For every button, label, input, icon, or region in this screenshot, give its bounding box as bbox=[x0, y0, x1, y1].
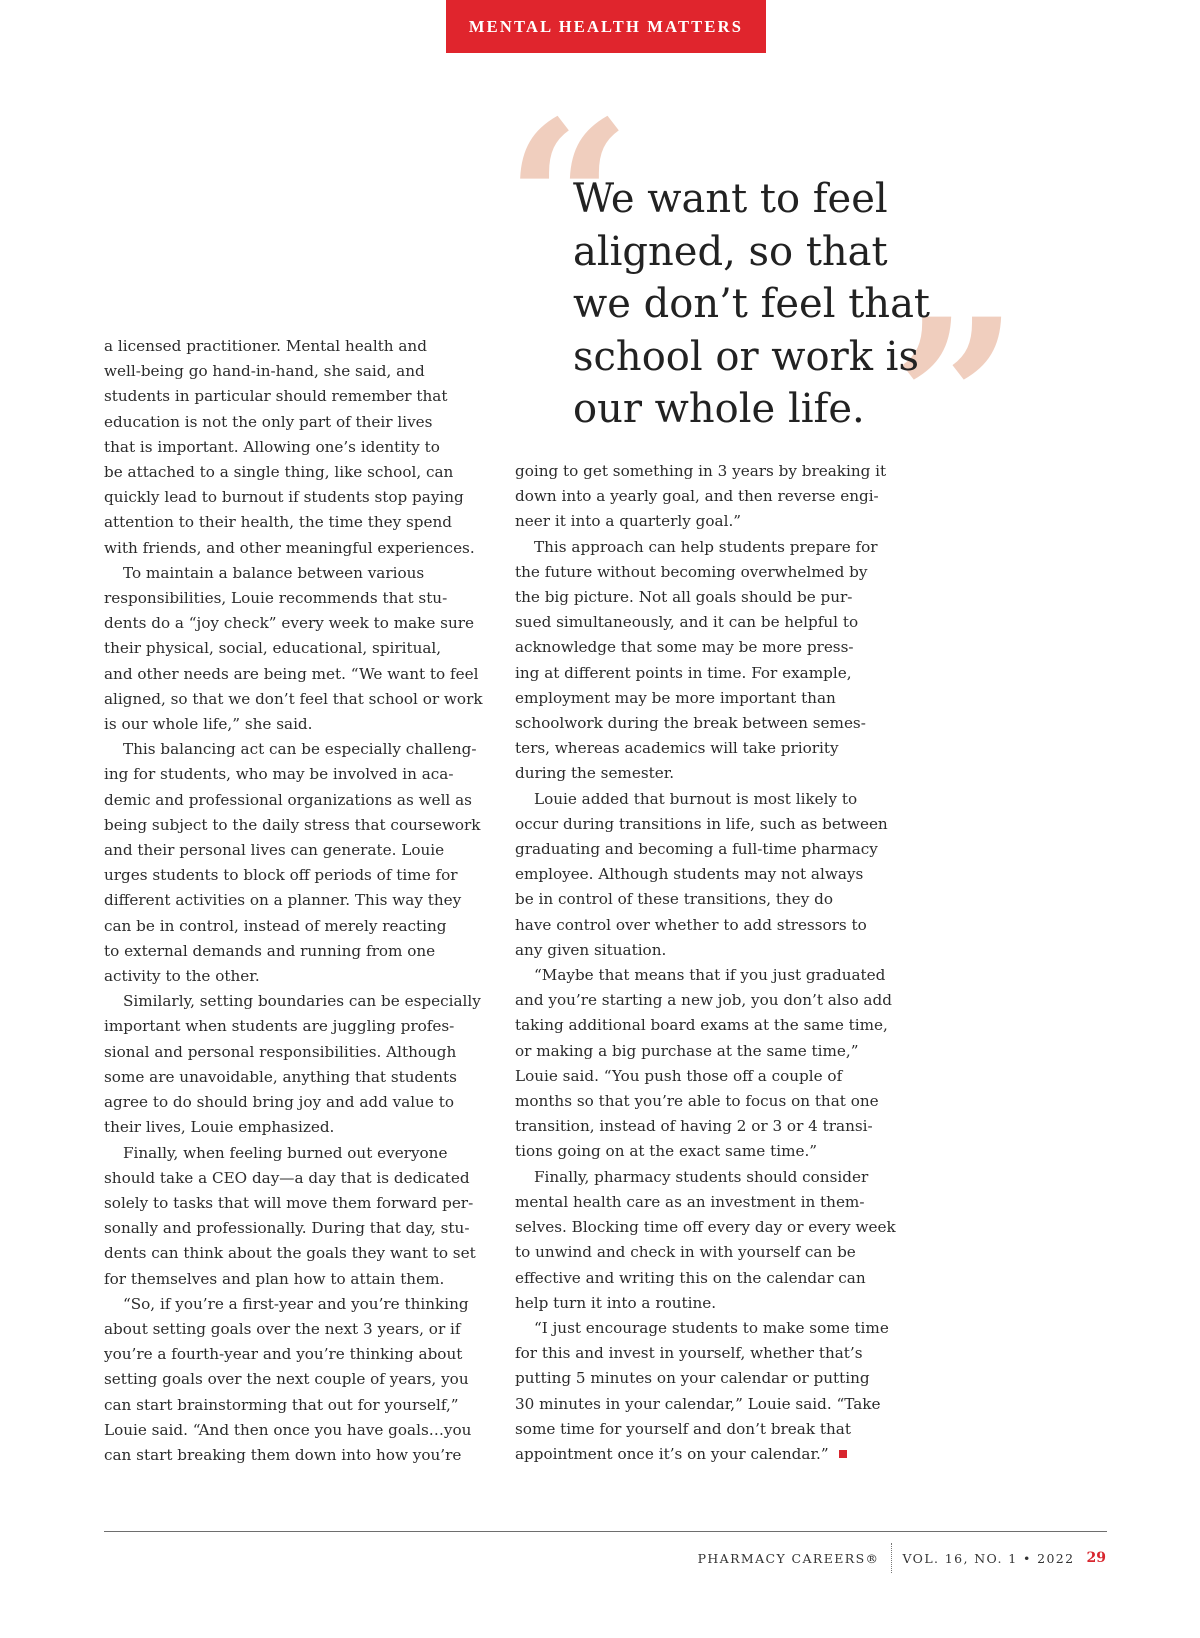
article-line bbox=[515, 1114, 900, 1139]
article-line bbox=[104, 687, 489, 712]
article-line-text: effective and writing this on the calendar can bbox=[515, 1268, 866, 1287]
article-line bbox=[104, 460, 489, 485]
article-line bbox=[104, 662, 489, 687]
article-line-text: Louie said. “And then once you have goals…you bbox=[104, 1420, 472, 1439]
article-line bbox=[104, 863, 489, 888]
article-line bbox=[515, 560, 900, 585]
article-line-text: urges students to block off periods of time for bbox=[104, 866, 458, 885]
article-line-text: with friends, and other meaningful experiences. bbox=[104, 538, 475, 557]
article-line-text: solely to tasks that will move them forward per- bbox=[104, 1193, 474, 1212]
article-line-text: be attached to a single thing, like school, can bbox=[104, 463, 454, 482]
article-line-text: ing at different points in time. For example, bbox=[515, 663, 852, 682]
article-line-text: some time for yourself and don’t break that bbox=[515, 1419, 851, 1438]
article-line bbox=[104, 888, 489, 913]
article-line-text: taking additional board exams at the same time, bbox=[515, 1016, 888, 1035]
article-line-text: Louie said. “You push those off a couple of bbox=[515, 1066, 843, 1085]
article-line-text: selves. Blocking time off every day or every week bbox=[515, 1218, 896, 1237]
article-line bbox=[515, 635, 900, 660]
article-line bbox=[104, 1216, 489, 1241]
article-line-text: putting 5 minutes on your calendar or putting bbox=[515, 1369, 870, 1388]
article-line bbox=[104, 1241, 489, 1266]
article-line bbox=[104, 813, 489, 838]
article-line bbox=[104, 359, 489, 384]
article-line-text: responsibilities, Louie recommends that stu- bbox=[104, 589, 448, 608]
article-line bbox=[104, 1418, 489, 1443]
article-line bbox=[104, 762, 489, 787]
article-line-text: transition, instead of having 2 or 3 or 4 transi- bbox=[515, 1117, 873, 1136]
article-line-text: and their personal lives can generate. Louie bbox=[104, 841, 445, 860]
article-line bbox=[515, 1341, 900, 1366]
article-line bbox=[515, 686, 900, 711]
article-line-text: to external demands and running from one bbox=[104, 941, 436, 960]
article-line-text: acknowledge that some may be more press- bbox=[515, 638, 854, 657]
pull-quote-line: our whole life. bbox=[573, 386, 865, 432]
article-line-text: that is important. Allowing one’s identity to bbox=[104, 437, 440, 456]
article-line-text: “So, if you’re a first-year and you’re thinking bbox=[123, 1294, 469, 1313]
pull-quote-line: aligned, so that bbox=[573, 228, 888, 275]
article-line bbox=[515, 661, 900, 686]
article-line bbox=[515, 484, 900, 509]
article-line-text: different activities on a planner. This way they bbox=[104, 891, 462, 910]
article-line bbox=[104, 989, 489, 1014]
article-line bbox=[104, 1166, 489, 1191]
article-line-text: a licensed practitioner. Mental health and bbox=[104, 337, 427, 355]
page-number: 29 bbox=[1086, 1550, 1106, 1566]
article-line bbox=[515, 1316, 900, 1341]
article-line-text: quickly lead to burnout if students stop paying bbox=[104, 488, 464, 507]
article-line-text: can start brainstorming that out for yourself,” bbox=[104, 1395, 459, 1414]
article-line bbox=[515, 1039, 900, 1064]
article-line bbox=[104, 561, 489, 586]
article-line-text: employee. Although students may not always bbox=[515, 865, 864, 884]
article-line-text: some are unavoidable, anything that students bbox=[104, 1067, 457, 1086]
article-line bbox=[104, 939, 489, 964]
article-line-text: the big picture. Not all goals should be pur- bbox=[515, 588, 853, 607]
article-line-text: appointment once it’s on your calendar.” bbox=[515, 1444, 829, 1463]
article-line-text: well-being go hand-in-hand, she said, and bbox=[104, 362, 425, 381]
article-line bbox=[104, 1141, 489, 1166]
article-line-text: the future without becoming overwhelmed by bbox=[515, 562, 868, 581]
article-line bbox=[515, 1064, 900, 1089]
pull-quote-line: school or work is bbox=[573, 333, 919, 380]
article-line-text: going to get something in 3 years by breaking it bbox=[515, 462, 887, 480]
article-line-text: 30 minutes in your calendar,” Louie said. “Take bbox=[515, 1394, 881, 1413]
article-line-text: This approach can help students prepare for bbox=[534, 537, 878, 556]
article-line bbox=[104, 1040, 489, 1065]
article-line-text: Finally, pharmacy students should consider bbox=[534, 1167, 869, 1186]
article-line-text: neer it into a quarterly goal.” bbox=[515, 512, 742, 531]
article-line bbox=[515, 535, 900, 560]
article-line bbox=[515, 1190, 900, 1215]
article-column-right bbox=[515, 459, 900, 1467]
article-line bbox=[515, 812, 900, 837]
footer-rule bbox=[104, 1531, 1107, 1532]
article-line bbox=[515, 1417, 900, 1442]
article-line-text: education is not the only part of their lives bbox=[104, 412, 433, 431]
article-line-text: graduating and becoming a full-time pharmacy bbox=[515, 840, 878, 859]
article-line-text: should take a CEO day—a day that is dedicated bbox=[104, 1168, 470, 1187]
article-line bbox=[104, 1443, 489, 1468]
article-line bbox=[515, 610, 900, 635]
article-line-text: their physical, social, educational, spiritual, bbox=[104, 639, 442, 658]
article-line-text: or making a big purchase at the same time,” bbox=[515, 1041, 859, 1060]
article-line bbox=[515, 1139, 900, 1164]
footer-divider bbox=[891, 1543, 892, 1573]
publication-name: PHARMACY CAREERS® bbox=[697, 1550, 880, 1566]
article-line-text: for themselves and plan how to attain them. bbox=[104, 1269, 445, 1288]
article-line bbox=[104, 1191, 489, 1216]
article-line-text: help turn it into a routine. bbox=[515, 1293, 717, 1312]
article-line-text: ing for students, who may be involved in aca- bbox=[104, 765, 454, 784]
article-line bbox=[104, 1090, 489, 1115]
article-line-text: sued simultaneously, and it can be helpful to bbox=[515, 613, 859, 632]
article-line-text: important when students are juggling profes- bbox=[104, 1017, 455, 1036]
article-line-text: can start breaking them down into how you’re bbox=[104, 1445, 462, 1464]
article-line-text: you’re a fourth-year and you’re thinking about bbox=[104, 1345, 463, 1364]
article-line-text: This balancing act can be especially challeng- bbox=[123, 740, 477, 759]
article-line-text: dents can think about the goals they want to set bbox=[104, 1244, 476, 1263]
article-line-text: schoolwork during the break between semes- bbox=[515, 714, 866, 733]
article-line-text: “Maybe that means that if you just graduated bbox=[534, 966, 886, 985]
article-line bbox=[104, 611, 489, 636]
article-line bbox=[515, 1089, 900, 1114]
article-line-text: can be in control, instead of merely reacting bbox=[104, 916, 447, 935]
article-line-text: be in control of these transitions, they do bbox=[515, 890, 834, 909]
article-line bbox=[515, 711, 900, 736]
pull-quote bbox=[573, 173, 930, 436]
article-line-text: demic and professional organizations as well as bbox=[104, 790, 472, 809]
article-line-text: To maintain a balance between various bbox=[123, 563, 425, 582]
article-line bbox=[104, 510, 489, 535]
article-line bbox=[104, 712, 489, 737]
article-line bbox=[104, 788, 489, 813]
article-line-text: and other needs are being met. “We want to feel bbox=[104, 664, 479, 683]
article-line bbox=[515, 1392, 900, 1417]
article-line-text: Similarly, setting boundaries can be especially bbox=[123, 992, 481, 1011]
article-line bbox=[515, 1240, 900, 1265]
article-line-text: aligned, so that we don’t feel that school or work bbox=[104, 689, 483, 708]
article-line-text: down into a yearly goal, and then reverse engi- bbox=[515, 487, 879, 506]
article-line-text: Finally, when feeling burned out everyone bbox=[123, 1143, 448, 1162]
article-line-text: “I just encourage students to make some time bbox=[534, 1318, 889, 1337]
article-line-text: have control over whether to add stressors to bbox=[515, 915, 867, 934]
issue-info: VOL. 16, NO. 1 • 2022 bbox=[902, 1550, 1075, 1566]
article-line bbox=[104, 1014, 489, 1039]
article-line bbox=[104, 1267, 489, 1292]
article-line bbox=[104, 964, 489, 989]
article-line bbox=[515, 1165, 900, 1190]
article-line bbox=[515, 837, 900, 862]
article-line bbox=[104, 410, 489, 435]
article-line-text: agree to do should bring joy and add value to bbox=[104, 1093, 454, 1112]
section-tag: MENTAL HEALTH MATTERS bbox=[446, 0, 766, 53]
article-line bbox=[104, 838, 489, 863]
article-line bbox=[515, 509, 900, 534]
article-line bbox=[515, 736, 900, 761]
article-line bbox=[104, 1065, 489, 1090]
article-line-text: ters, whereas academics will take priority bbox=[515, 739, 839, 758]
article-line bbox=[104, 435, 489, 460]
article-line-text: their lives, Louie emphasized. bbox=[104, 1118, 335, 1137]
article-line-text: sional and personal responsibilities. Although bbox=[104, 1042, 457, 1061]
article-line-text: sonally and professionally. During that day, stu- bbox=[104, 1219, 470, 1238]
article-line-text: employment may be more important than bbox=[515, 688, 836, 707]
article-line-text: to unwind and check in with yourself can be bbox=[515, 1243, 856, 1262]
article-line bbox=[104, 1292, 489, 1317]
article-line bbox=[515, 862, 900, 887]
article-line-text: Louie added that burnout is most likely to bbox=[534, 789, 858, 808]
article-line-text: dents do a “joy check” every week to make sure bbox=[104, 614, 474, 633]
article-line-text: attention to their health, the time they spend bbox=[104, 513, 453, 532]
article-line bbox=[515, 938, 900, 963]
article-line bbox=[104, 536, 489, 561]
article-line bbox=[104, 1317, 489, 1342]
page-footer bbox=[698, 1543, 1106, 1573]
article-line bbox=[515, 1266, 900, 1291]
article-line bbox=[515, 1215, 900, 1240]
end-of-article-square-icon bbox=[839, 1450, 847, 1458]
article-line-text: students in particular should remember that bbox=[104, 387, 448, 406]
article-line bbox=[515, 1442, 900, 1467]
article-line bbox=[104, 914, 489, 939]
article-line bbox=[104, 636, 489, 661]
article-line-text: occur during transitions in life, such as between bbox=[515, 814, 888, 833]
article-line bbox=[515, 913, 900, 938]
article-line bbox=[515, 459, 900, 484]
article-line-text: months so that you’re able to focus on that one bbox=[515, 1092, 879, 1111]
article-line bbox=[104, 1342, 489, 1367]
article-column-left bbox=[104, 334, 489, 1468]
article-line-text: is our whole life,” she said. bbox=[104, 715, 313, 734]
article-line bbox=[515, 963, 900, 988]
article-line-text: activity to the other. bbox=[104, 967, 260, 986]
article-line-text: mental health care as an investment in them- bbox=[515, 1192, 865, 1211]
article-line bbox=[104, 384, 489, 409]
article-line bbox=[515, 585, 900, 610]
article-line bbox=[104, 485, 489, 510]
article-line bbox=[104, 1115, 489, 1140]
article-line-text: setting goals over the next couple of years, you bbox=[104, 1370, 469, 1389]
article-line-text: any given situation. bbox=[515, 940, 667, 959]
article-line bbox=[515, 787, 900, 812]
article-line-text: about setting goals over the next 3 years, or if bbox=[104, 1319, 461, 1338]
article-line bbox=[104, 1393, 489, 1418]
article-line bbox=[515, 1013, 900, 1038]
article-line bbox=[515, 988, 900, 1013]
article-line bbox=[104, 737, 489, 762]
article-line bbox=[104, 586, 489, 611]
article-line bbox=[104, 1367, 489, 1392]
close-quote-mark-icon: ” bbox=[892, 270, 1019, 529]
article-line-text: and you’re starting a new job, you don’t also add bbox=[515, 991, 892, 1010]
article-line bbox=[515, 1366, 900, 1391]
article-line-text: tions going on at the exact same time.” bbox=[515, 1142, 818, 1161]
open-quote-mark-icon: “ bbox=[505, 72, 632, 331]
article-line-text: during the semester. bbox=[515, 764, 675, 783]
article-line bbox=[104, 334, 489, 359]
article-line-text: for this and invest in yourself, whether that’s bbox=[515, 1344, 863, 1363]
article-line bbox=[515, 887, 900, 912]
article-line-text: being subject to the daily stress that coursework bbox=[104, 815, 481, 834]
article-line bbox=[515, 1291, 900, 1316]
article-line bbox=[515, 761, 900, 786]
pull-quote-line: we don’t feel that bbox=[573, 281, 930, 327]
pull-quote-line: We want to feel bbox=[573, 176, 888, 222]
